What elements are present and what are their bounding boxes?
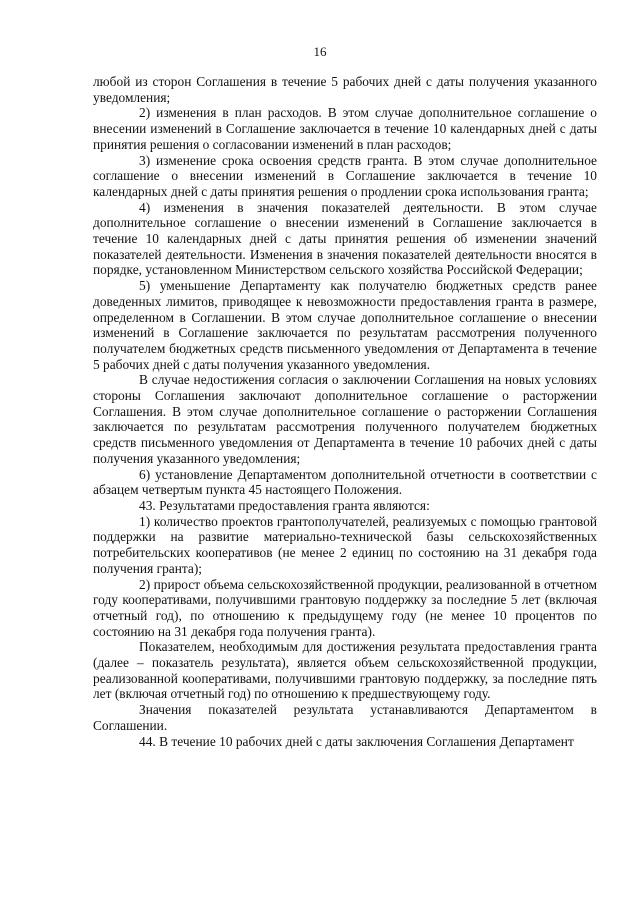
paragraph-item-4: 4) изменения в значения показателей деятельности. В этом случае дополнительное соглашение о внесении изменений в Соглашение заключается в течение 10 календарных дней с даты принятия решения об изменении значений показателей деятельности. Изменения в значения показателей деятельности вносятся в порядке, установленном Министерством сельского хозяйства Российской Федерации;	[93, 199, 597, 278]
paragraph-continuation: любой из сторон Соглашения в течение 5 рабочих дней с даты получения указанного уведомления;	[93, 74, 597, 105]
paragraph-clause-43: 43. Результатами предоставления гранта являются:	[139, 497, 430, 513]
paragraph-item-3: 3) изменение срока освоения средств гранта. В этом случае дополнительное соглашение о внесении изменений в Соглашение заключается в течение 10 календарных дней с даты принятия решения о продлении срока использования гранта;	[93, 152, 597, 199]
paragraph-item-5: 5) уменьшение Департаменту как получателю бюджетных средств ранее доведенных лимитов, приводящее к невозможности предоставления гранта в размере, определенном в Соглашении. В этом случае дополнительное соглашение о внесении изменений в Соглашение заключается по результатам рассмотрения полученного получателем бюджетных средств письменного уведомления от Департамента в течение 5 рабочих дней с даты получения указанного уведомления.	[93, 278, 597, 372]
paragraph-result-2: 2) прирост объема сельскохозяйственной продукции, реализованной в отчетном году кооперативами, получившими грантовую поддержку за последние 5 лет (включая отчетный год), по отношению к предыдущему году (не менее 10 процентов по состоянию на 31 декабря года получения гранта).	[93, 576, 597, 639]
paragraph-clause-44: 44. В течение 10 рабочих дней с даты заключения Соглашения Департамент	[139, 733, 574, 749]
paragraph-item-6: 6) установление Департаментом дополнительной отчетности в соответствии с абзацем четвертым пункта 45 настоящего Положения.	[93, 466, 597, 498]
paragraph-indicator: Показателем, необходимым для достижения результата предоставления гранта (далее – показатель результата), является объем сельскохозяйственной продукции, реализованной кооперативами, получившими грантовую поддержку, за последние пять лет (включая отчетный год) по отношению к предшествующему году.	[93, 639, 597, 702]
paragraph-termination: В случае недостижения согласия о заключении Соглашения на новых условиях стороны Соглашения заключают дополнительное соглашение о расторжении Соглашения. В этом случае дополнительное соглашение о расторжении Соглашения заключается по результатам рассмотрения полученного получателем бюджетных средств письменного уведомления от Департамента в течение 10 рабочих дней с даты получения указанного уведомления;	[93, 372, 597, 466]
paragraph-result-1: 1) количество проектов грантополучателей, реализуемых с помощью грантовой поддержки на развитие материально-технической базы сельскохозяйственных потребительских кооперативов (не менее 2 единиц по состоянию на 31 декабря года получения гранта);	[93, 513, 597, 576]
page-number: 16	[313, 44, 327, 59]
paragraph-indicator-values: Значения показателей результата устанавливаются Департаментом в Соглашении.	[93, 702, 597, 733]
paragraph-item-2: 2) изменения в план расходов. В этом случае дополнительное соглашение о внесении изменений в Соглашение заключается в течение 10 календарных дней с даты принятия решения о согласовании изменений в план расходов;	[93, 105, 597, 152]
document-body	[93, 74, 597, 749]
